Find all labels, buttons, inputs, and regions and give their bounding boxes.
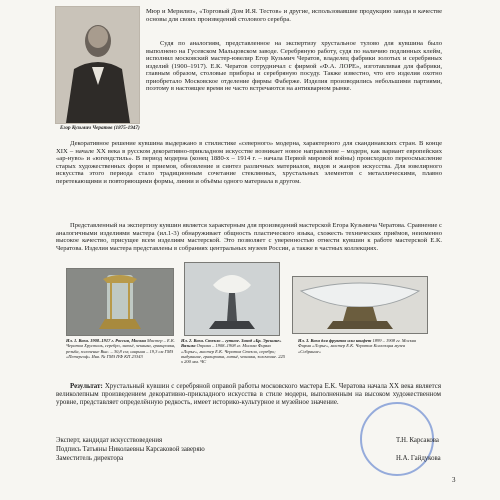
illustration-3-caption <box>298 338 426 354</box>
portrait-caption: Егор Кузьмич Чератов (1875-1947) <box>60 125 140 131</box>
signature-line-1-name: Т.Н. Карсакова <box>396 437 439 444</box>
result-text: Хрустальный кувшин с серебряной оправой работы московского мастера Е.К. Чератова начала XX века является великолепным произведением декоративно-прикладного искусства в стиле модерн, выполненным на высоком художественном уровне, представляет определённую редкость, имеет историко-культурное и музейное значение. <box>56 383 441 406</box>
paragraph-2: Декоративное решение кувшина выдержано в стилистике «северного» модерна, характерного для скандинавских стран. В конце XIX – начале XX века в русском декоративно-прикладном искусстве возникает новое направление – модерн, как вариант европейских «ар-нуво» и «югендстиль». В период модерна (конец 1880-х – 1914 г. – начала Первой мировой войны) происходило переосмысление старых художественных форм и приемов, обновление и синтез различных материалов, видов и жанров искусства. Для ювелирного искусства этого периода стало традиционным сочетание стеклянных, хрустальных элементов с металлическими, плавно перетекающими и повторяющими формы, линии и объёмы одного материала в другом. <box>56 140 442 185</box>
page-number: 3 <box>452 476 456 484</box>
intro-fragment: Мюр и Мерилиз», «Торговый Дом И.Я. Тестов» и другие, использовавшие продукцию завода в качестве основы для своих произведений столового серебра. <box>146 8 442 23</box>
illustration-3-caption-title: Ил. 3. Ваза для фруктов или конфет <box>298 338 372 343</box>
signature-line-3-label: Заместитель директора <box>56 455 124 462</box>
illustration-1-image <box>66 268 174 336</box>
illustration-2-caption-title: Ил. 2. Ваза. Стекло – гутное. Завод «Бр. Эрскине» Вязьма <box>181 338 282 349</box>
illustration-1-caption <box>66 338 176 359</box>
illustration-1-caption-body: Мастер – Е.К. Чератов Хрусталь, серебро, литьё, чеканка, гравировка, резьба, золочение Выс. – 30,8 см; ширина – 19,3 см ГМЗ «Петергоф» Инв. № ГМЗ ПФ КП 23343 <box>66 338 176 359</box>
paragraph-1: Судя по аналогиям, представленное на экспертизу хрустальное тулово для кувшина было выполнено на Гусевском Мальцовском заводе. Серебряную работу, судя по наличию подлинных клейм, исполнил московский мастер-ювелир Егор Кузьмич Чератов, владелец фабрики золотых и серебряных изделий (1900–1917). Е.К. Чератов сотрудничал с фирмой «Ф.А. ЛОРЕ», изготавливая для фабрики, главным образом, столовые приборы и серебряную посуду. Также известно, что его изделия охотно приобретало Московское отделение фирмы Фаберже. Изделия производились небольшими партиями, поэтому в настоящее время не часто встречаются на антикварном рынке. <box>146 40 442 93</box>
portrait-photo <box>55 6 140 124</box>
paragraph-3: Представленный на экспертизу кувшин является характерным для произведений мастерской Егора Кузьмича Чератова. Сравнение с аналогичными изделиями мастера (ил.1-3) обнаруживает общность пластического языка, схожесть технических приёмов, неизменно высокое качество, присущее всем изделиям мастерской. Это позволяет с уверенностью отнести кувшин к работе мастерской Е.К. Чератова. Изделия мастера представлены в собраниях центральных музеев России, а также в частных коллекциях. <box>56 222 442 252</box>
illustration-2-caption <box>181 338 287 364</box>
signature-line-2-label: Подпись Татьяны Николаевны Карсаковой заверяю <box>56 446 205 453</box>
illustration-3-caption-body: 1899 – 1908 гг. Москва Фирма «Лорье», мастер Е.К. Чератов Коллекция музея «Собрание» <box>298 338 417 354</box>
illustration-3-image <box>292 276 428 334</box>
signature-line-1-label: Эксперт, кандидат искусствоведения <box>56 437 163 444</box>
illustration-2-image <box>184 262 280 336</box>
illustration-1-caption-title: Ил. 1. Ваза. 1908–1917 г. Россия, Москва <box>66 338 146 343</box>
illustration-2-caption-body: Оправа – 1908–1908 гг. Москва Фирма «Лорье», мастер Е.К. Чератов Стекло, серебро; выдувание, гравировка, литьё, чеканка, золочение. 225 x 200 мм. ЧС <box>181 343 286 365</box>
result-label: Результат: <box>70 383 103 390</box>
result-paragraph <box>56 383 441 407</box>
signature-line-3-name: Н.А. Гайдукова <box>396 455 441 462</box>
